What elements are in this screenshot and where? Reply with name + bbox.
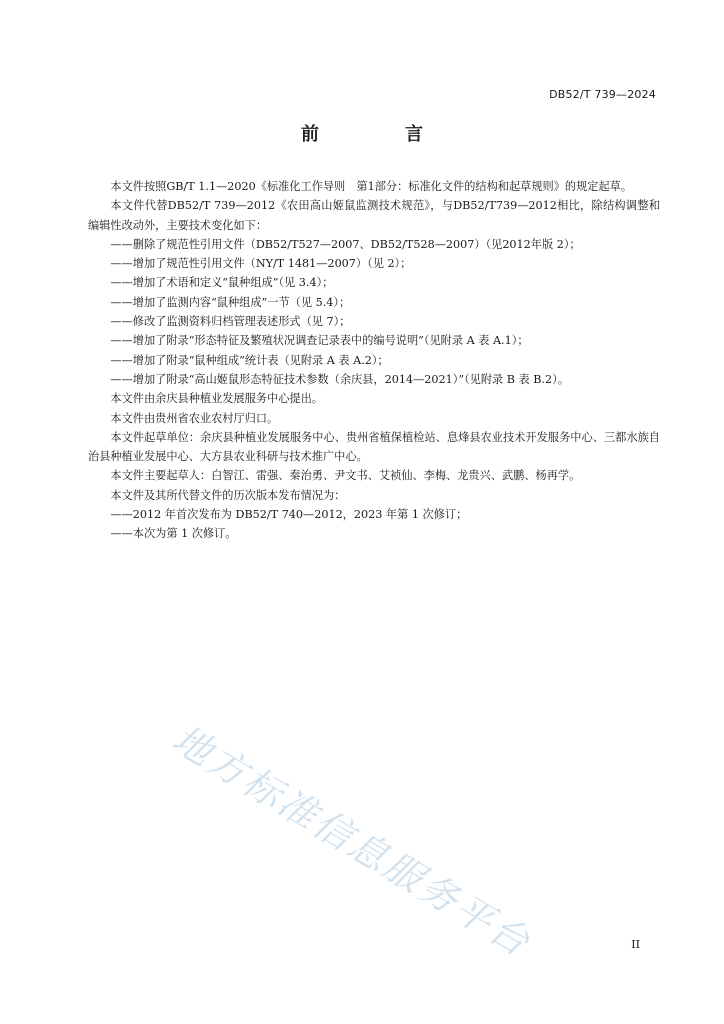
- change-item: ——增加了监测内容“鼠种组成”一节（见 5.4）；: [110, 295, 351, 309]
- change-item: ——增加了附录“鼠种组成”统计表（见附录 A 表 A.2）；: [110, 353, 389, 367]
- history-item: ——本次为第 1 次修订。: [110, 527, 237, 541]
- paragraph-administrator: 本文件由贵州省农业农村厅归口。: [110, 411, 279, 425]
- paragraph-history: 本文件及其所代替文件的历次版本发布情况为：: [110, 488, 346, 502]
- paragraph-proposer: 本文件由余庆县种植业发展服务中心提出。: [110, 392, 323, 406]
- change-item: ——增加了术语和定义“鼠种组成”（见 3.4）；: [110, 276, 334, 290]
- history-item: ——2012 年首次发布为 DB52/T 740—2012，2023 年第 1 次修订；: [110, 508, 468, 522]
- page-title: 前 言: [301, 124, 457, 145]
- paragraph-drafters: 本文件主要起草人：白智江、雷强、秦治勇、尹文书、艾祯仙、李梅、龙贵兴、武鹏、杨再学。: [110, 469, 581, 483]
- page-number: II: [631, 938, 640, 951]
- change-item: ——修改了监测资料归档管理表述形式（见 7）；: [110, 315, 351, 329]
- foreword-body: [88, 177, 660, 544]
- change-item: ——删除了规范性引用文件（DB52/T527—2007、DB52/T528—2007）（见2012年版 2）；: [110, 237, 581, 251]
- change-item: ——增加了附录“形态特征及繁殖状况调查记录表中的编号说明”（见附录 A 表 A.1）；: [110, 334, 529, 348]
- watermark: 地方标准信息服务平台: [164, 716, 539, 966]
- paragraph-replacement: 本文件代替DB52/T 739—2012《农田高山姬鼠监测技术规范》，与DB52/T739—2012相比，除结构调整和编辑性改动外，主要技术变化如下：: [88, 199, 660, 232]
- paragraph-drafting-units: 本文件起草单位：余庆县种植业发展服务中心、贵州省植保植检站、息烽县农业技术开发服务中心、三都水族自治县种植业发展中心、大方县农业科研与技术推广中心。: [88, 430, 660, 464]
- document-code: DB52/T 739—2024: [549, 88, 656, 101]
- change-item: ——增加了附录“高山姬鼠形态特征技术参数（余庆县，2014—2021）”（见附录 B 表 B.2）。: [110, 372, 569, 386]
- change-item: ——增加了规范性引用文件（NY/T 1481—2007）（见 2）；: [110, 257, 412, 271]
- paragraph-drafting-rules: 本文件按照GB/T 1.1—2020《标准化工作导则 第1部分：标准化文件的结构和起草规则》的规定起草。: [110, 180, 633, 193]
